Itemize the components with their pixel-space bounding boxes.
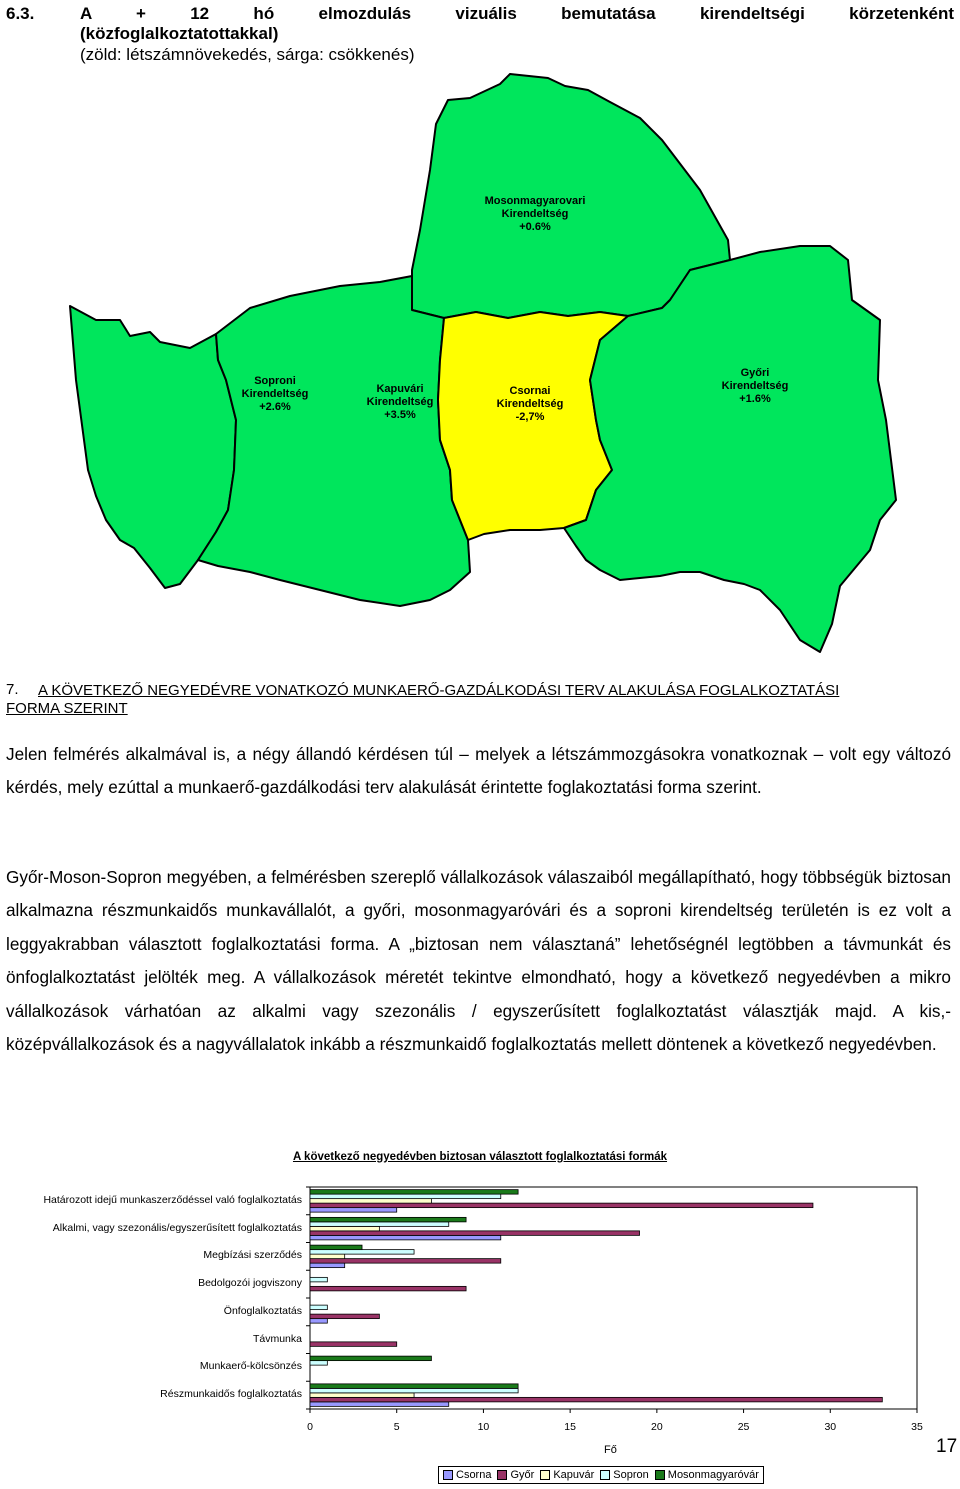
bar-sopron (310, 1388, 518, 1393)
chart-legend (438, 1466, 764, 1484)
legend-label: Győr (510, 1469, 535, 1481)
bar-győr (310, 1203, 813, 1208)
category-label: Munkaerő-kölcsönzés (199, 1360, 302, 1373)
map-label-csorna: Csornai Kirendeltség -2,7% (496, 385, 564, 423)
map-subtitle: (zöld: létszámnövekedés, sárga: csökkenés) (80, 45, 415, 64)
legend-label: Mosonmagyaróvár (667, 1469, 759, 1481)
category-label: Önfoglalkoztatás (223, 1304, 302, 1317)
bar-sopron (310, 1277, 327, 1282)
bar-sopron (310, 1222, 449, 1227)
legend-item-győr (497, 1469, 534, 1481)
bar-győr (310, 1314, 379, 1319)
category-label: Részmunkaidős foglalkoztatás (160, 1388, 302, 1401)
category-label: Megbízási szerződés (203, 1249, 302, 1262)
legend-item-kapuvár (540, 1469, 594, 1481)
x-tick-label: 15 (564, 1421, 576, 1433)
bar-csorna (310, 1208, 397, 1213)
legend-label: Csorna (456, 1469, 492, 1481)
legend-swatch (655, 1470, 665, 1480)
chart-x-axis-label: Fő (604, 1444, 617, 1456)
x-tick-label: 0 (307, 1421, 313, 1433)
legend-swatch (497, 1470, 507, 1480)
heading-line1: A + 12 hó elmozdulás vizuális bemutatása kirendeltségi körzetenként (80, 4, 954, 23)
legend-item-sopron (600, 1469, 648, 1481)
bar-csorna (310, 1319, 327, 1324)
chart-title: A következő negyedévben biztosan választott foglalkoztatási formák (292, 1151, 668, 1163)
x-tick-label: 10 (477, 1421, 490, 1433)
heading-number: 6.3. (6, 4, 35, 23)
bar-győr (310, 1231, 640, 1236)
paragraph-2: Győr-Moson-Sopron megyében, a felmérésben szereplő vállalkozások válaszaiból megállapítható, hogy többségük biztosan alkalmazna részmunkaidős munkavállalót, a győri, mosonmagyaróvári és a soproni kirendeltség területén is ez volt a leggyakrabban választott foglalkoztatási forma. A „biztosan nem választaná” lehetőségnél legtöbben a távmunkát és önfoglalkoztatást jelölték meg. A vállalkozások méretét tekintve elmondható, hogy a következő negyedévben a mikro vállalkozások várhatóan az alkalmi vagy szezonális / egyszerűsített foglalkoztatást választják majd. A kis,- középvállalkozások és a nagyvállalatok inkább a részmunkaidő foglalkoztatás mellett döntenek a következő negyedévben. (6, 867, 951, 1055)
legend-swatch (600, 1470, 610, 1480)
section-7-title-line2: FORMA SZERINT (6, 700, 128, 717)
bar-csorna (310, 1235, 501, 1240)
x-tick-label: 35 (911, 1421, 923, 1433)
bar-kapuvár (310, 1226, 379, 1231)
bar-mosonmagyaróvár (310, 1217, 466, 1222)
bar-sopron (310, 1305, 327, 1310)
category-label: Bedolgozói jogviszony (198, 1277, 302, 1290)
legend-item-mosonmagyaróvár (655, 1469, 759, 1481)
bar-győr (310, 1286, 466, 1291)
bar-mosonmagyaróvár (310, 1190, 518, 1195)
category-label: Határozott idejű munkaszerződéssel való foglalkoztatás (43, 1193, 302, 1206)
bar-győr (310, 1259, 501, 1264)
heading-line2: (közfoglalkoztatottakkal) (80, 24, 279, 43)
paragraph-1: Jelen felmérés alkalmával is, a négy állandó kérdésen túl – melyek a létszámmozgásokra vonatkoznak – volt egy változó kérdés, mely ezúttal a munkaerő-gazdálkodási terv alakulását érintette foglakoztatási forma szerint. (6, 744, 951, 798)
bar-mosonmagyaróvár (310, 1384, 518, 1389)
legend-item-csorna (443, 1469, 491, 1481)
bar-győr (310, 1397, 882, 1402)
legend-swatch (540, 1470, 550, 1480)
bar-mosonmagyaróvár (310, 1245, 362, 1250)
bar-kapuvár (310, 1199, 431, 1204)
page-number: 17 (936, 1436, 958, 1457)
bar-győr (310, 1342, 397, 1347)
category-label: Távmunka (252, 1332, 302, 1345)
x-tick-label: 5 (393, 1421, 400, 1433)
x-tick-label: 30 (824, 1421, 837, 1433)
x-tick-label: 20 (651, 1421, 663, 1433)
bar-csorna (310, 1402, 449, 1407)
bar-sopron (310, 1194, 501, 1199)
map-label-gyor: Győri Kirendeltség +1.6% (721, 367, 789, 405)
bar-kapuvár (310, 1393, 414, 1398)
bar-sopron (310, 1361, 327, 1366)
category-label: Alkalmi, vagy szezonális/egyszerűsített foglalkoztatás (52, 1221, 302, 1234)
section-7-title-line1: A KÖVETKEZŐ NEGYEDÉVRE VONATKOZÓ MUNKAERŐ-GAZDÁLKODÁSI TERV ALAKULÁSA FOGLALKOZTATÁSI (38, 682, 840, 699)
map-label-sopron: Soproni Kirendeltség +2.6% (241, 375, 309, 413)
legend-swatch (443, 1470, 453, 1480)
x-tick-label: 25 (737, 1421, 750, 1433)
bar-kapuvár (310, 1254, 345, 1259)
map-label-kapuvar: Kapuvári Kirendeltség +3.5% (366, 383, 434, 421)
map-label-mosonmagyarovar: Mosonmagyarovari Kirendeltség +0.6% (484, 195, 586, 233)
legend-label: Kapuvár (553, 1469, 595, 1481)
legend-label: Sopron (613, 1469, 649, 1481)
bar-sopron (310, 1250, 414, 1255)
bar-mosonmagyaróvár (310, 1356, 431, 1361)
section-7-number: 7. (6, 681, 19, 698)
bar-csorna (310, 1263, 345, 1268)
